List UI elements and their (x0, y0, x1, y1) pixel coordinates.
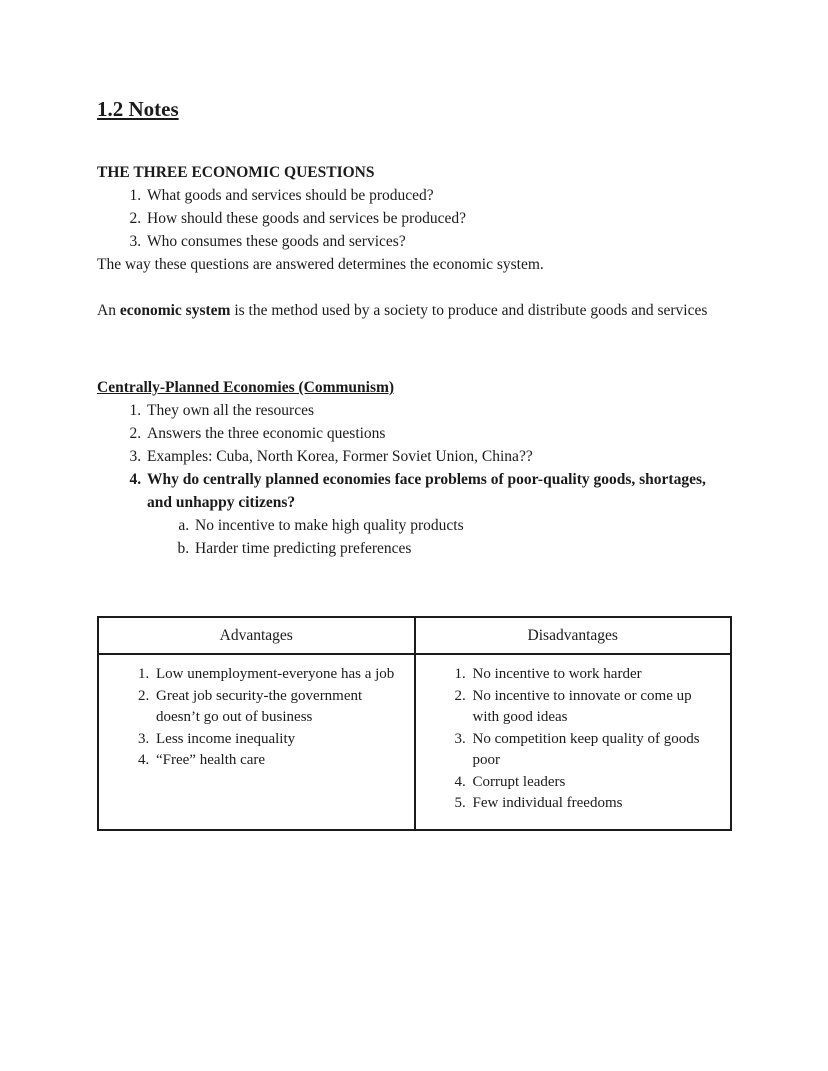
advantages-list (101, 664, 406, 772)
definition-suffix: is the method used by a society to produce and distribute goods and services (230, 302, 708, 319)
definition-term: economic system (119, 302, 231, 319)
disadvantage-item: 4. Corrupt leaders (470, 772, 723, 794)
questions-footer-text: The way these questions are answered determines the economic system. (97, 256, 544, 273)
advantage-item: 3. Less income inequality (153, 729, 406, 751)
heading-three-economic-questions: THE THREE ECONOMIC QUESTIONS (97, 164, 375, 181)
economic-system-definition (97, 299, 731, 322)
table-header-row (98, 617, 731, 654)
disadvantage-item: 1. No incentive to work harder (470, 664, 723, 686)
centrally-planned-sublist (97, 514, 731, 560)
doc-title: 1.2 Notes (97, 97, 179, 121)
disadvantages-list (418, 664, 723, 815)
economic-question-item: 3. Who consumes these goods and services? (145, 230, 731, 253)
disadvantage-item: 5. Few individual freedoms (470, 793, 723, 815)
centrally-planned-list (97, 399, 731, 514)
heading-centrally-planned-economies: Centrally-Planned Economies (Communism) (97, 379, 395, 396)
advantages-cell (98, 654, 415, 830)
advantage-item: 4. “Free” health care (153, 750, 406, 772)
centrally-planned-item: 1. They own all the resources (145, 399, 731, 422)
centrally-planned-subitem: a. No incentive to make high quality products (193, 514, 731, 537)
disadvantage-item: 2. No incentive to innovate or come up with good ideas (470, 686, 723, 729)
economic-question-item: 1. What goods and services should be produced? (145, 184, 731, 207)
table-header-advantages: Advantages (98, 617, 415, 654)
centrally-planned-item: 2. Answers the three economic questions (145, 422, 731, 445)
disadvantage-item: 3. No competition keep quality of goods poor (470, 729, 723, 772)
table-body-row (98, 654, 731, 830)
disadvantages-cell (415, 654, 732, 830)
centrally-planned-item: 4. Why do centrally planned economies face problems of poor-quality goods, shortages, and unhappy citizens? (145, 468, 731, 514)
advantages-disadvantages-table (97, 616, 732, 831)
advantage-item: 2. Great job security-the government doesn’t go out of business (153, 686, 406, 729)
table-header-disadvantages: Disadvantages (415, 617, 732, 654)
definition-prefix: An (97, 302, 120, 319)
centrally-planned-subitem: b. Harder time predicting preferences (193, 537, 731, 560)
economic-questions-list (97, 184, 731, 253)
centrally-planned-item: 3. Examples: Cuba, North Korea, Former Soviet Union, China?? (145, 445, 731, 468)
economic-question-item: 2. How should these goods and services be produced? (145, 207, 731, 230)
advantage-item: 1. Low unemployment-everyone has a job (153, 664, 406, 686)
